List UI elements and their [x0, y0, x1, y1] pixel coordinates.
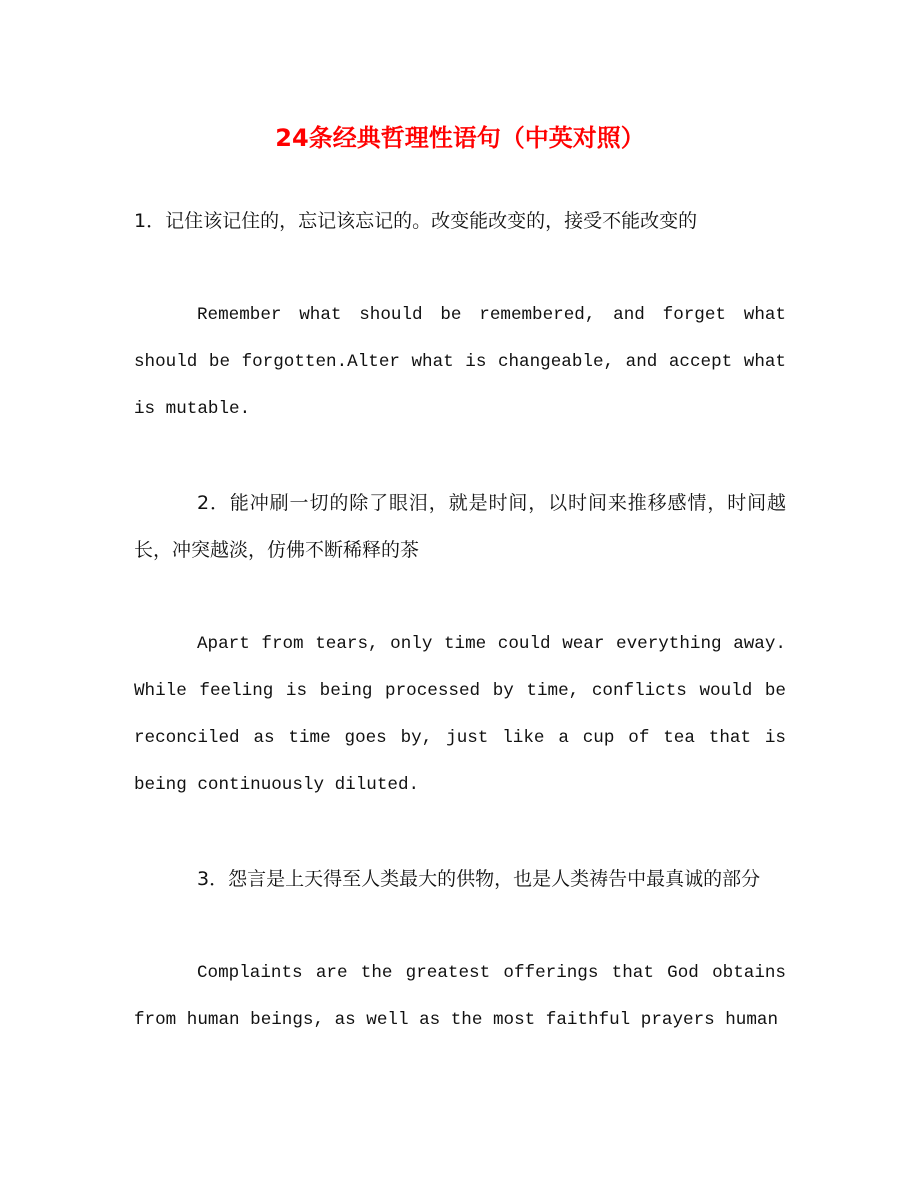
- quote-1-english: Remember what should be remembered, and forget what should be forgotten.Alter what is changeable, and accept what is mutable.: [134, 305, 786, 419]
- quote-2-chinese: 2．能冲刷一切的除了眼泪，就是时间，以时间来推移感情，时间越长，冲突越淡，仿佛不断稀释的茶: [134, 492, 786, 561]
- document-title: 24条经典哲理性语句（中英对照）: [275, 124, 645, 152]
- quote-3-chinese: 3．怨言是上天得至人类最大的供物，也是人类祷告中最真诚的部分: [197, 868, 761, 890]
- document-body: [134, 198, 786, 1091]
- quote-3-english: Complaints are the greatest offerings that God obtains from human beings, as well as the most faithful prayers human: [134, 963, 786, 1030]
- quote-1-chinese: 1．记住该记住的，忘记该忘记的。改变能改变的，接受不能改变的: [134, 210, 698, 232]
- quote-2-english: Apart from tears, only time could wear everything away. While feeling is being processed by time, conflicts would be reconciled as time goes by, just like a cup of tea that is being continuously diluted.: [134, 634, 786, 795]
